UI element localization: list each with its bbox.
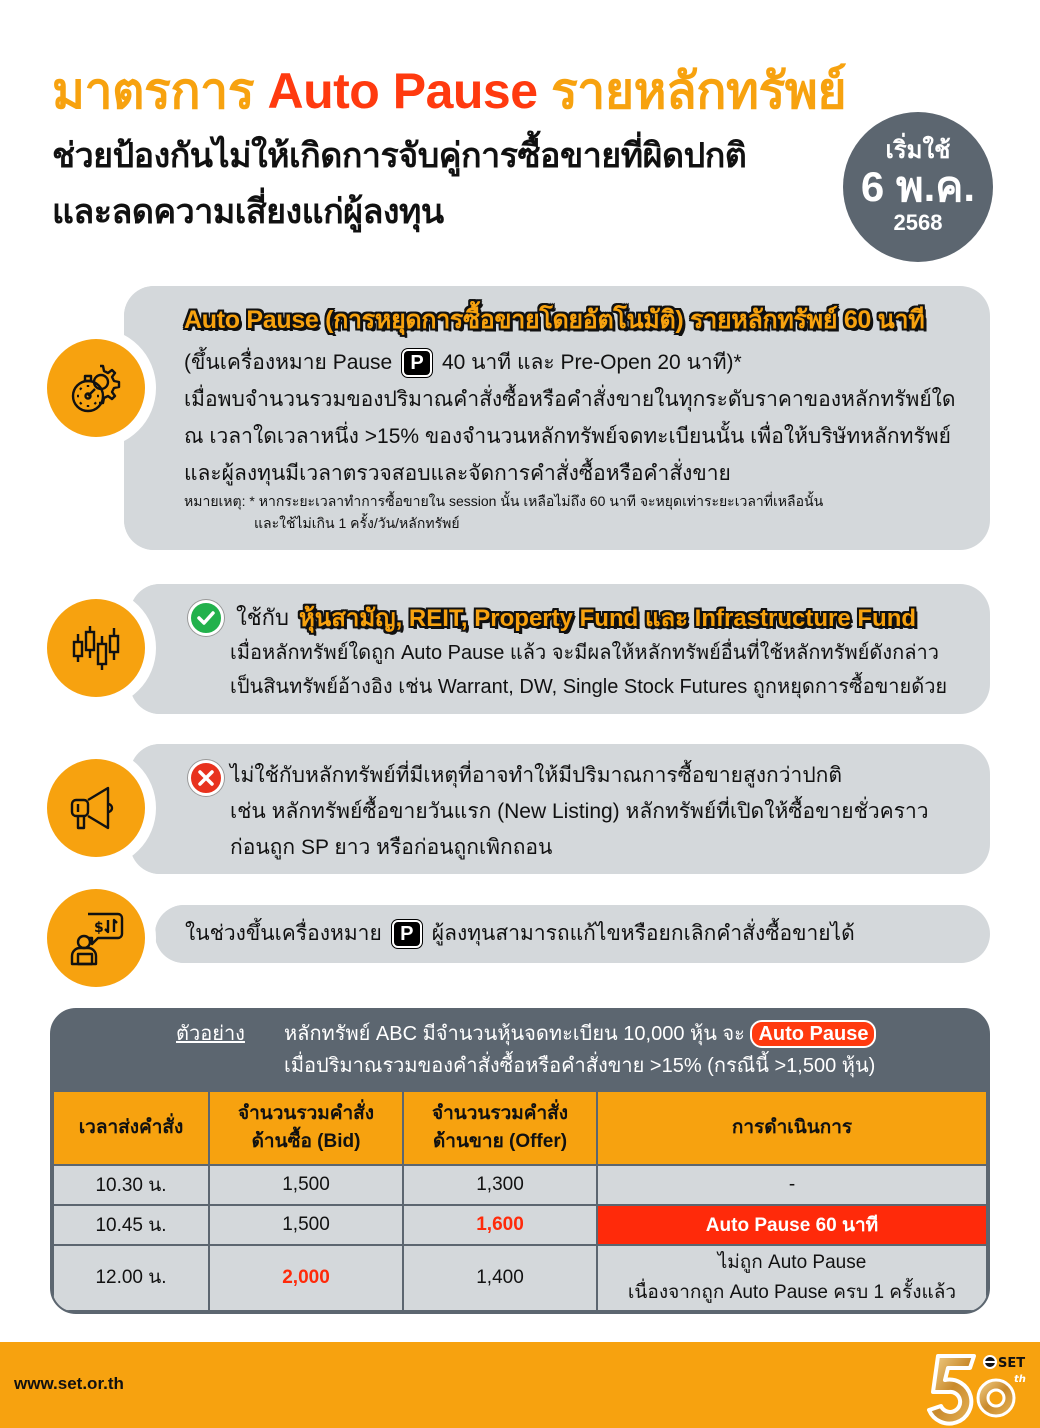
title-part1: มาตรการ bbox=[52, 63, 255, 119]
cell-action: - bbox=[597, 1165, 987, 1205]
table-header-row bbox=[53, 1091, 987, 1165]
card4-icon-wrap bbox=[36, 878, 156, 998]
pause-p-badge: P bbox=[392, 920, 422, 948]
example-description bbox=[52, 1010, 988, 1090]
example-label: ตัวอย่าง bbox=[176, 1023, 245, 1045]
col-header-time: เวลาส่งคำสั่ง bbox=[53, 1091, 209, 1165]
svg-text:SET: SET bbox=[998, 1356, 1026, 1371]
cell-time: 10.45 น. bbox=[53, 1205, 209, 1245]
set-50th-logo bbox=[916, 1348, 1028, 1428]
check-icon bbox=[188, 600, 224, 636]
uses-label: ใช้กับ bbox=[236, 605, 289, 630]
footer bbox=[0, 1342, 1040, 1428]
card2-heading: หุ้นสามัญ, REIT, Property Fund และ Infrastructure Fund bbox=[298, 605, 917, 632]
cell-bid: 1,500 bbox=[209, 1165, 403, 1205]
card1-note: หมายเหตุ: * หากระยะเวลาทำการซื้อขายใน session นั้น เหลือไม่ถึง 60 นาที จะหยุดเท่าระยะเวลาที่เหลือนั้น และใช้ไม่เกิน 1 ครั้ง/วัน/หลักทรัพย์ bbox=[184, 493, 824, 531]
megaphone-icon bbox=[47, 759, 145, 857]
start-date-badge bbox=[843, 112, 993, 262]
applies-to-card bbox=[130, 584, 990, 714]
card1-line4: และผู้ลงทุนมีเวลาตรวจสอบและจัดการคำสั่งซื้อหรือคำสั่งขาย bbox=[184, 462, 731, 485]
card3-line1: ไม่ใช้กับหลักทรัพย์ที่มีเหตุที่อาจทำให้มีปริมาณการซื้อขายสูงกว่าปกติ bbox=[230, 764, 843, 787]
svg-text:$: $ bbox=[94, 920, 104, 936]
date-badge-year: 2568 bbox=[893, 210, 943, 235]
not-applicable-card bbox=[130, 744, 990, 874]
card3-body bbox=[230, 758, 929, 866]
auto-pause-definition-card bbox=[124, 286, 990, 550]
card2-line1: เมื่อหลักทรัพย์ใดถูก Auto Pause แล้ว จะมีผลให้หลักทรัพย์อื่นที่ใช้หลักทรัพย์ดังกล่าว bbox=[230, 642, 939, 664]
card1-line2: เมื่อพบจำนวนรวมของปริมาณคำสั่งซื้อหรือคำสั่งขายในทุกระดับราคาของหลักทรัพย์ใด bbox=[184, 388, 956, 411]
stopwatch-gear-icon bbox=[47, 339, 145, 437]
card2-heading-row bbox=[188, 598, 916, 637]
table-row bbox=[53, 1165, 987, 1205]
website-link[interactable]: www.set.or.th bbox=[14, 1374, 124, 1393]
cell-action: Auto Pause 60 นาที bbox=[597, 1205, 987, 1245]
x-icon bbox=[188, 760, 224, 796]
pause-p-badge: P bbox=[402, 349, 432, 377]
card3-status bbox=[188, 760, 224, 796]
table-row bbox=[53, 1245, 987, 1311]
investor-action-card bbox=[155, 905, 990, 963]
cell-bid: 2,000 bbox=[209, 1245, 403, 1311]
page-title bbox=[52, 52, 846, 131]
subtitle-line2: และลดความเสี่ยงแก่ผู้ลงทุน bbox=[52, 193, 444, 231]
date-badge-label: เริ่มใช้ bbox=[885, 137, 951, 164]
cell-action: ไม่ถูก Auto Pause เนื่องจากถูก Auto Pause ครบ 1 ครั้งแล้ว bbox=[597, 1245, 987, 1311]
cell-time: 10.30 น. bbox=[53, 1165, 209, 1205]
card4-body: ในช่วงขึ้นเครื่องหมาย P ผู้ลงทุนสามารถแก้ไขหรือยกเลิกคำสั่งซื้อขายได้ bbox=[185, 918, 855, 950]
card2-icon-wrap bbox=[36, 588, 156, 708]
subtitle-line1: ช่วยป้องกันไม่ให้เกิดการจับคู่การซื้อขายที่ผิดปกติ bbox=[52, 137, 747, 175]
investor-trade-icon bbox=[47, 889, 145, 987]
col-header-offer: จำนวนรวมคำสั่ง ด้านขาย (Offer) bbox=[403, 1091, 597, 1165]
card3-line3: ก่อนถูก SP ยาว หรือก่อนถูกเพิกถอน bbox=[230, 836, 553, 859]
col-header-bid: จำนวนรวมคำสั่ง ด้านซื้อ (Bid) bbox=[209, 1091, 403, 1165]
card1-line1: (ขึ้นเครื่องหมาย Pause P 40 นาที และ Pre-Open 20 นาที)* bbox=[184, 344, 956, 381]
card3-icon-wrap bbox=[36, 748, 156, 868]
card1-line3: ณ เวลาใดเวลาหนึ่ง >15% ของจำนวนหลักทรัพย์จดทะเบียนนั้น เพื่อให้บริษัทหลักทรัพย์ bbox=[184, 425, 951, 448]
card3-line2: เช่น หลักทรัพย์ซื้อขายวันแรก (New Listing) หลักทรัพย์ที่เปิดให้ซื้อขายชั่วคราว bbox=[230, 800, 929, 823]
col-header-action: การดำเนินการ bbox=[597, 1091, 987, 1165]
example-table bbox=[52, 1090, 988, 1312]
cell-offer: 1,400 bbox=[403, 1245, 597, 1311]
auto-pause-pill: Auto Pause bbox=[750, 1020, 876, 1048]
cell-time: 12.00 น. bbox=[53, 1245, 209, 1311]
card2-body bbox=[230, 636, 947, 704]
cell-bid: 1,500 bbox=[209, 1205, 403, 1245]
card1-body bbox=[184, 344, 956, 492]
date-badge-date: 6 พ.ค. bbox=[860, 163, 976, 210]
card1-heading: Auto Pause (การหยุดการซื้อขายโดยอัตโนมัติ) รายหลักทรัพย์ 60 นาที bbox=[184, 306, 925, 334]
cell-offer: 1,300 bbox=[403, 1165, 597, 1205]
svg-text:th: th bbox=[1014, 1374, 1026, 1385]
example-table-panel bbox=[50, 1008, 990, 1314]
example-line1: หลักทรัพย์ ABC มีจำนวนหุ้นจดทะเบียน 10,000 หุ้น จะ Auto Pause bbox=[176, 1018, 988, 1050]
title-accent: Auto Pause bbox=[267, 63, 538, 119]
candlestick-chart-icon bbox=[47, 599, 145, 697]
card2-line2: เป็นสินทรัพย์อ้างอิง เช่น Warrant, DW, Single Stock Futures ถูกหยุดการซื้อขายด้วย bbox=[230, 676, 948, 698]
cell-offer: 1,600 bbox=[403, 1205, 597, 1245]
card1-icon-wrap bbox=[36, 328, 156, 448]
example-line2: เมื่อปริมาณรวมของคำสั่งซื้อหรือคำสั่งขาย >15% (กรณีนี้ >1,500 หุ้น) bbox=[284, 1055, 876, 1077]
title-part2: รายหลักทรัพย์ bbox=[550, 63, 847, 119]
table-row bbox=[53, 1205, 987, 1245]
